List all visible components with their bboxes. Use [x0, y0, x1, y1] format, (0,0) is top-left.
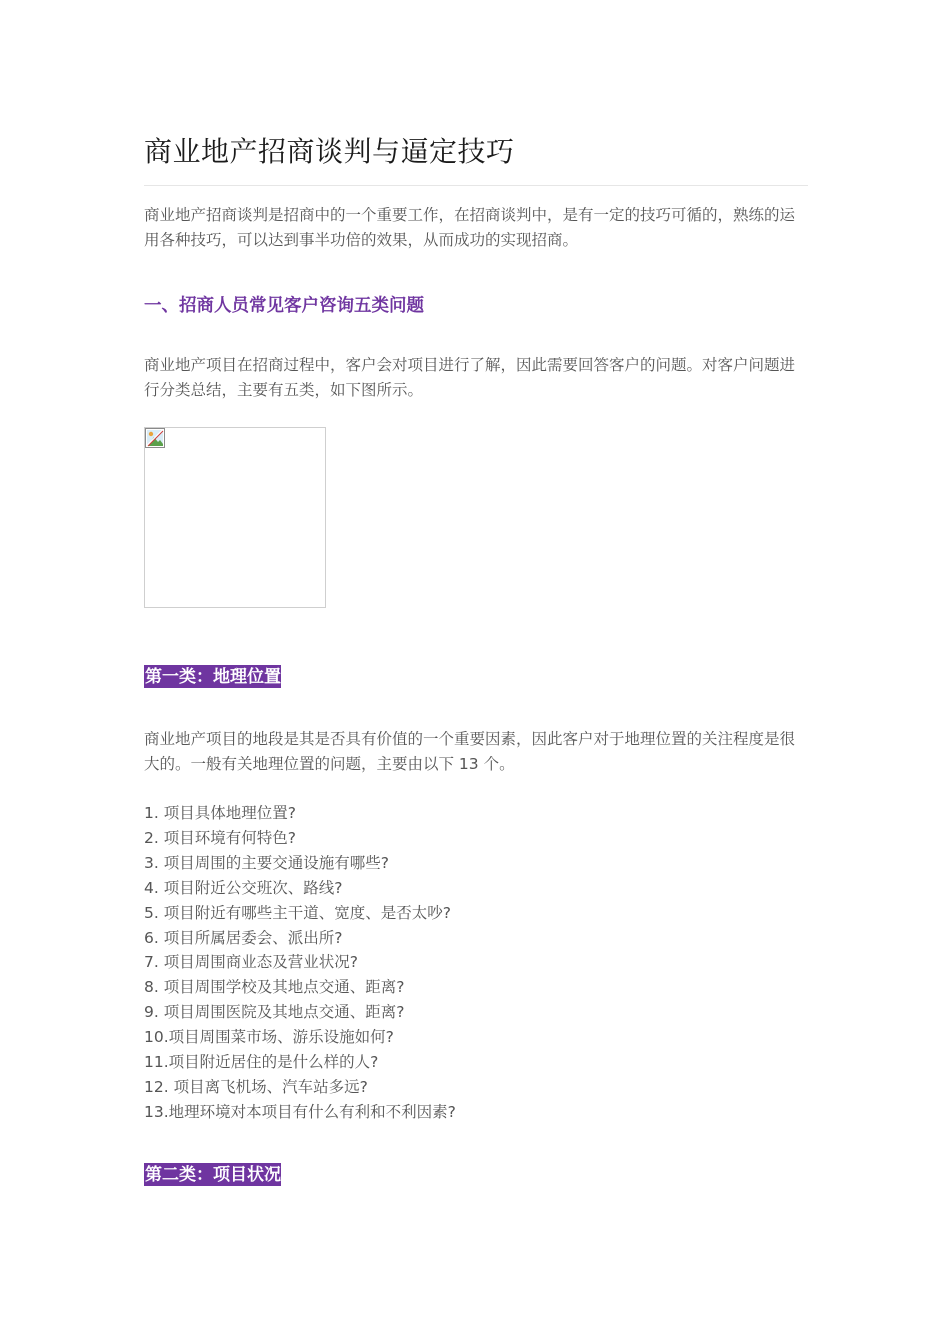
- list-item: 9. 项目周围医院及其地点交通、距离?: [144, 1003, 405, 1022]
- list-item: 8. 项目周围学校及其地点交通、距离?: [144, 978, 405, 997]
- list-item: 11.项目附近居住的是什么样的人?: [144, 1053, 379, 1072]
- list-item: 1. 项目具体地理位置?: [144, 804, 296, 822]
- list-item: 13.地理环境对本项目有什么有利和不利因素?: [144, 1102, 456, 1121]
- list-item: 6. 项目所属居委会、派出所?: [144, 928, 343, 947]
- category1-paragraph: 商业地产项目的地段是其是否具有价值的一个重要因素，因此客户对于地理位置的关注程度是很大的。一般有关地理位置的问题，主要由以下 13 个。: [144, 730, 796, 773]
- list-item: 12. 项目离飞机场、汽车站多远?: [144, 1077, 368, 1096]
- list-item: 4. 项目附近公交班次、路线?: [144, 878, 343, 897]
- section1-paragraph: 商业地产项目在招商过程中，客户会对项目进行了解，因此需要回答客户的问题。对客户问题进行分类总结，主要有五类，如下图所示。: [144, 356, 796, 399]
- list-item: 3. 项目周围的主要交通设施有哪些?: [144, 853, 389, 872]
- list-item: 7. 项目周围商业态及营业状况?: [144, 953, 358, 972]
- category-heading-2: 第二类：项目状况: [145, 1165, 281, 1185]
- broken-image-icon: [145, 428, 165, 448]
- question-list: [144, 801, 456, 1125]
- category-heading-1: 第一类：地理位置: [145, 667, 281, 687]
- title-divider: [144, 185, 808, 186]
- list-item: 2. 项目环境有何特色?: [144, 828, 296, 847]
- intro-paragraph: 商业地产招商谈判是招商中的一个重要工作，在招商谈判中，是有一定的技巧可循的，熟练的运用各种技巧，可以达到事半功倍的效果，从而成功的实现招商。: [144, 206, 796, 249]
- list-item: 10.项目周围菜市场、游乐设施如何?: [144, 1028, 394, 1047]
- figure-image: [144, 427, 326, 608]
- page-title: 商业地产招商谈判与逼定技巧: [144, 135, 515, 168]
- section-heading-1: 一、招商人员常见客户咨询五类问题: [144, 296, 424, 316]
- list-item: 5. 项目附近有哪些主干道、宽度、是否太吵?: [144, 903, 451, 922]
